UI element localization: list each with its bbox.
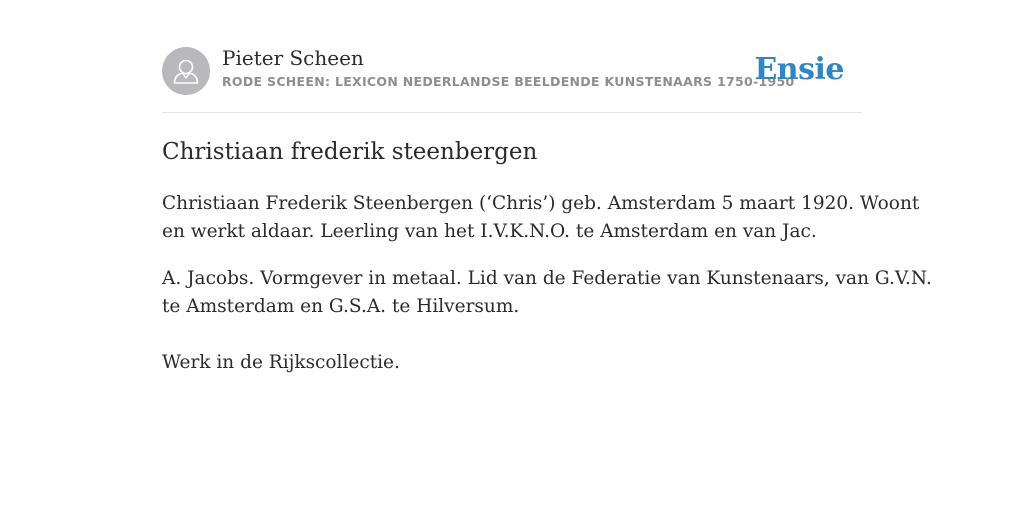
- author-name[interactable]: Pieter Scheen: [222, 46, 364, 70]
- user-avatar-icon[interactable]: [162, 47, 210, 95]
- entry-paragraph-3: [162, 349, 864, 377]
- source-title[interactable]: RODE SCHEEN: LEXICON NEDERLANDSE BEELDENDE KUNSTENAARS 1750-1950: [222, 74, 795, 89]
- paragraph-line: Christiaan Frederik Steenbergen (‘Chris’) geb. Amsterdam 5 maart 1920. Woont: [162, 193, 920, 214]
- entry-paragraph-2: [162, 265, 932, 321]
- entry-card: [162, 0, 932, 373]
- entry-title: Christiaan frederik steenbergen: [162, 139, 538, 165]
- entry-paragraph-1: [162, 190, 920, 246]
- paragraph-line: en werkt aldaar. Leerling van het I.V.K.N.O. te Amsterdam en van Jac.: [162, 221, 817, 242]
- ensie-logo[interactable]: Ensie: [754, 52, 844, 87]
- paragraph-line: A. Jacobs. Vormgever in metaal. Lid van de Federatie van Kunstenaars, van G.V.N.: [162, 268, 932, 289]
- person-outline-icon: [162, 47, 210, 95]
- paragraph-line: te Amsterdam en G.S.A. te Hilversum.: [162, 296, 520, 317]
- paragraph-line: Werk in de Rijkscollectie.: [162, 352, 400, 373]
- entry-header: [162, 0, 862, 113]
